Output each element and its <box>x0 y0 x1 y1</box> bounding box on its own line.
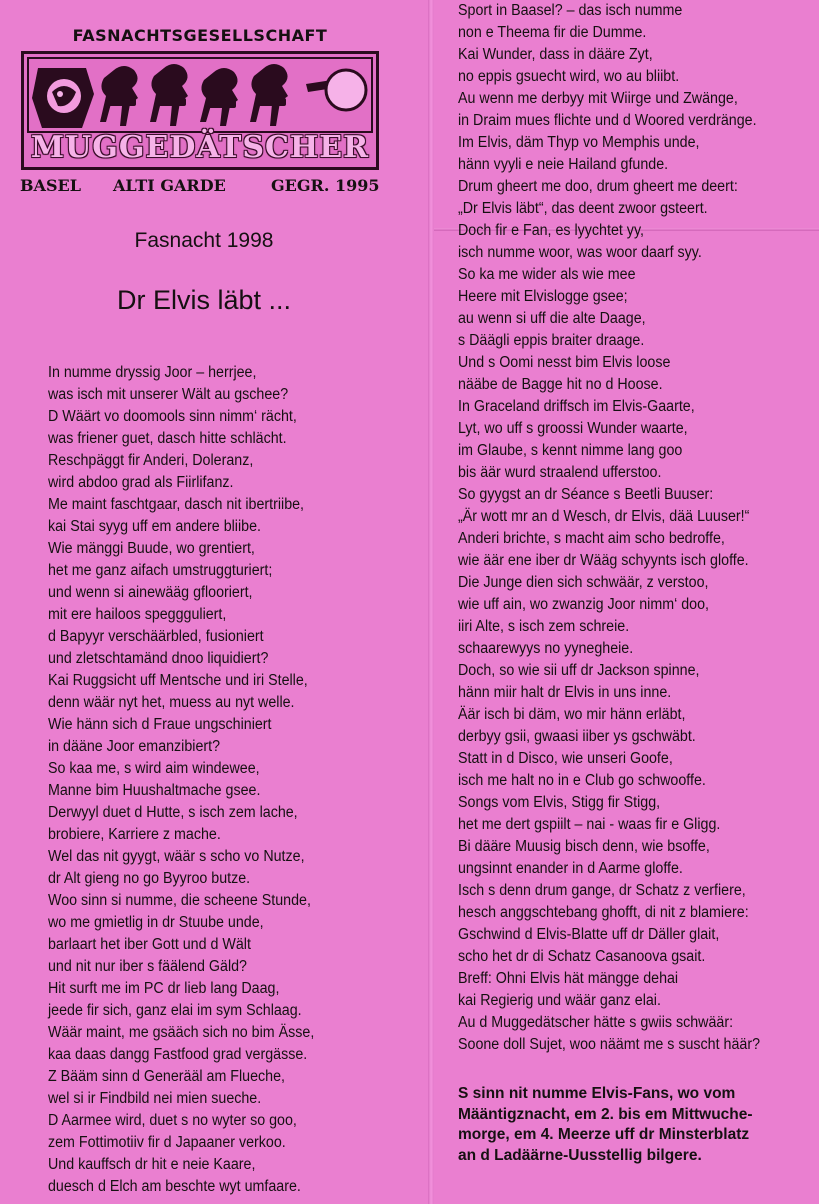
poem-line: d Bapyyr verschäärbled, fusioniert <box>48 628 264 645</box>
muggedaetscher-logo <box>21 51 379 170</box>
poem-line: Songs vom Elvis, Stigg fir Stigg, <box>458 794 661 811</box>
poem-line: Sport in Baasel? – das isch numme <box>458 2 683 19</box>
poem-line: was friener guet, dasch hitte schlächt. <box>48 430 287 447</box>
poem-line: kaa daas dangg Fastfood grad vergässe. <box>48 1046 308 1063</box>
notice-line: S sinn nit numme Elvis-Fans, wo vom <box>458 1085 736 1102</box>
poem-line: Hit surft me im PC dr lieb lang Daag, <box>48 980 280 997</box>
city-label: BASEL <box>20 176 81 195</box>
poem-line: Bi dääre Muusig bisch denn, wie bsoffe, <box>458 838 710 855</box>
poem-line: Wäär maint, me gsääch sich no bim Ässe, <box>48 1024 315 1041</box>
poem-line: Heere mit Elvislogge gsee; <box>458 288 628 305</box>
poem-line: und nit nur iber s fäälend Gäld? <box>48 958 247 975</box>
poem-line: wo me gmietlig in dr Stuube unde, <box>48 914 264 931</box>
poem-line: So gyygst an dr Séance s Beetli Buuser: <box>458 486 714 503</box>
poem-line: im Glaube, s kennt nimme lang goo <box>458 442 683 459</box>
poem-line: D Aarmee wird, duet s no wyter so goo, <box>48 1112 297 1129</box>
poem-line: schaarewyys no yynegheie. <box>458 640 634 657</box>
poem-line: brobiere, Karriere z mache. <box>48 826 221 843</box>
poem-line: iiri Alte, s isch zem schreie. <box>458 618 630 635</box>
poem-line: und zletschtamänd dnoo liquidiert? <box>48 650 269 667</box>
poem-line: nääbe de Bagge hit no d Hoose. <box>458 376 663 393</box>
poem-line: und wenn si ainewääg gflooriert, <box>48 584 253 601</box>
poem-line: jeede fir sich, ganz elai im sym Schlaag. <box>48 1002 302 1019</box>
poem-title: Dr Elvis läbt ... <box>116 285 292 315</box>
event-title: Fasnacht 1998 <box>134 229 274 252</box>
poem-line: wie äär ene iber dr Wääg schyynts isch gloffe. <box>458 552 749 569</box>
poem-line: no eppis gsuecht wird, wo au bliibt. <box>458 68 680 85</box>
poem-line: s Däägli eppis braiter draage. <box>458 332 645 349</box>
poem-line: het me ganz aifach umstruggturiert; <box>48 562 273 579</box>
poem-column-left <box>48 362 314 1198</box>
poem-line: Derwyyl duet d Hutte, s isch zem lache, <box>48 804 298 821</box>
poem-line: In numme dryssig Joor – herrjee, <box>48 364 257 381</box>
poem-line: kai Stai syyg uff em andere bliibe. <box>48 518 261 535</box>
poem-line: Isch s denn drum gange, dr Schatz z verfiere, <box>458 882 746 899</box>
poem-line: wie uff ain, wo zwanzig Joor nimm‘ doo, <box>458 596 709 613</box>
poem-line: wel si ir Findbild nei mien sueche. <box>48 1090 262 1107</box>
poem-line: „Dr Elvis läbt“, das deent zwoor gsteert. <box>458 200 708 217</box>
poem-line: Und kauffsch dr hit e neie Kaare, <box>48 1156 256 1173</box>
poem-line: Gschwind d Elvis-Blatte uff dr Däller glait, <box>458 926 720 943</box>
poem-line: D Wäärt vo doomools sinn nimm‘ rächt, <box>48 408 297 425</box>
poem-line: Lyt, wo uff s groossi Wunder waarte, <box>458 420 688 437</box>
poem-line: in dääne Joor emanzibiert? <box>48 738 221 755</box>
poem-line: Wie mänggi Buude, wo grentiert, <box>48 540 255 557</box>
poem-line: Au wenn me derbyy mit Wiirge und Zwänge, <box>458 90 738 107</box>
poem-line: mit ere hailoos speggguliert, <box>48 606 227 623</box>
poem-line: bis äär wurd straalend ufferstoo. <box>458 464 662 481</box>
poem-line: Kai Ruggsicht uff Mentsche und iri Stelle, <box>48 672 308 689</box>
poem-line: Doch fir e Fan, es lyychtet yy, <box>458 222 644 239</box>
poem-line: hänn miir halt dr Elvis in uns inne. <box>458 684 672 701</box>
poem-line: het me dert gspiilt – nai - waas fir e Gligg. <box>458 816 721 833</box>
org-name: FASNACHTSGESELLSCHAFT <box>72 26 328 45</box>
founded-label: GEGR. 1995 <box>271 176 380 195</box>
poem-line: non e Theema fir die Dumme. <box>458 24 647 41</box>
poem-line: barlaart het iber Gott und d Wält <box>48 936 251 953</box>
poem-line: hänn vyyli e neie Hailand gfunde. <box>458 156 669 173</box>
poem-column-right <box>458 0 760 1056</box>
poem-line: So kaa me, s wird aim windewee, <box>48 760 260 777</box>
poem-line: scho het dr di Schatz Casanoova gsait. <box>458 948 706 965</box>
lantern-moon-icon <box>326 70 366 110</box>
poem-line: Au d Muggedätscher hätte s gwiis schwäär: <box>458 1014 734 1031</box>
poem-line: Wie hänn sich d Fraue ungschiniert <box>48 716 272 733</box>
poem-line: „Är wott mr an d Wesch, dr Elvis, dää Luuser!“ <box>458 508 750 525</box>
poem-line: ungsinnt enander in d Aarme gloffe. <box>458 860 683 877</box>
poem-line: Soone doll Sujet, woo näämt me s suscht häär? <box>458 1036 761 1053</box>
poem-line: Me maint faschtgaar, dasch nit ibertriibe, <box>48 496 305 513</box>
logo-wordmark: MUGGEDÄTSCHER <box>30 130 370 165</box>
poem-line: In Graceland driffsch im Elvis-Gaarte, <box>458 398 695 415</box>
poem-line: Anderi brichte, s macht aim scho bedroffe, <box>458 530 725 547</box>
poem-line: kai Regierig und wäär ganz elai. <box>458 992 661 1009</box>
poem-line: Manne bim Huushaltmache gsee. <box>48 782 261 799</box>
poem-line: Breff: Ohni Elvis hät mängge dehai <box>458 970 679 987</box>
exhibition-notice <box>458 1084 808 1166</box>
poem-line: Im Elvis, däm Thyp vo Memphis unde, <box>458 134 700 151</box>
notice-line: an d Ladäärne-Uusstellig bilgere. <box>458 1146 702 1164</box>
poem-line: isch me halt no in e Club go schwooffe. <box>458 772 706 789</box>
poem-line: isch numme woor, was woor daarf syy. <box>458 244 702 261</box>
poem-line: So ka me wider als wie mee <box>458 266 636 283</box>
poem-line: was isch mit unserer Wält au gschee? <box>48 386 289 403</box>
poem-line: Äär isch bi däm, wo mir hänn erläbt, <box>458 706 686 723</box>
poem-line: Kai Wunder, dass in dääre Zyt, <box>458 46 653 63</box>
poem-line: au wenn si uff die alte Daage, <box>458 310 646 327</box>
poem-line: dr Alt gieng no go Byyroo butze. <box>48 870 251 887</box>
poem-line: derbyy gsii, gwaasi iiber ys gschwäbt. <box>458 728 696 745</box>
marching-figures-icon <box>100 64 334 126</box>
poem-line: wird abdoo grad als Fiirlifanz. <box>48 474 234 491</box>
notice-line: Määntigznacht, em 2. bis em Mittwuche- <box>458 1105 753 1123</box>
group-label: ALTI GARDE <box>113 176 226 195</box>
poem-line: Wel das nit gyygt, wäär s scho vo Nutze, <box>48 848 305 865</box>
poem-line: Reschpäggt fir Anderi, Doleranz, <box>48 452 254 469</box>
poem-line: Die Junge dien sich schwäär, z verstoo, <box>458 574 709 591</box>
page-fold <box>428 0 434 1204</box>
notice-line: morge, em 4. Meerze uff dr Minsterblatz <box>458 1126 750 1143</box>
drummer-icon <box>32 68 94 128</box>
poem-line: hesch anggschtebang ghofft, di nit z blamiere: <box>458 904 749 921</box>
poem-line: Drum gheert me doo, drum gheert me deert: <box>458 178 738 195</box>
poem-line: Und s Oomi nesst bim Elvis loose <box>458 354 671 371</box>
poem-line: denn wäär nyt het, muess au nyt welle. <box>48 694 295 711</box>
poem-line: Doch, so wie sii uff dr Jackson spinne, <box>458 662 700 679</box>
poem-line: duesch d Elch am beschte wyt umfaare. <box>48 1178 301 1195</box>
poem-line: zem Fottimotiiv fir d Japaaner verkoo. <box>48 1134 286 1151</box>
poem-line: Z Bääm sinn d Generääl am Flueche, <box>48 1068 286 1085</box>
poem-line: Statt in d Disco, wie unseri Goofe, <box>458 750 673 767</box>
poem-line: Woo sinn si numme, die scheene Stunde, <box>48 892 311 909</box>
poem-line: in Draim mues flichte und d Woored verdränge. <box>458 112 757 129</box>
